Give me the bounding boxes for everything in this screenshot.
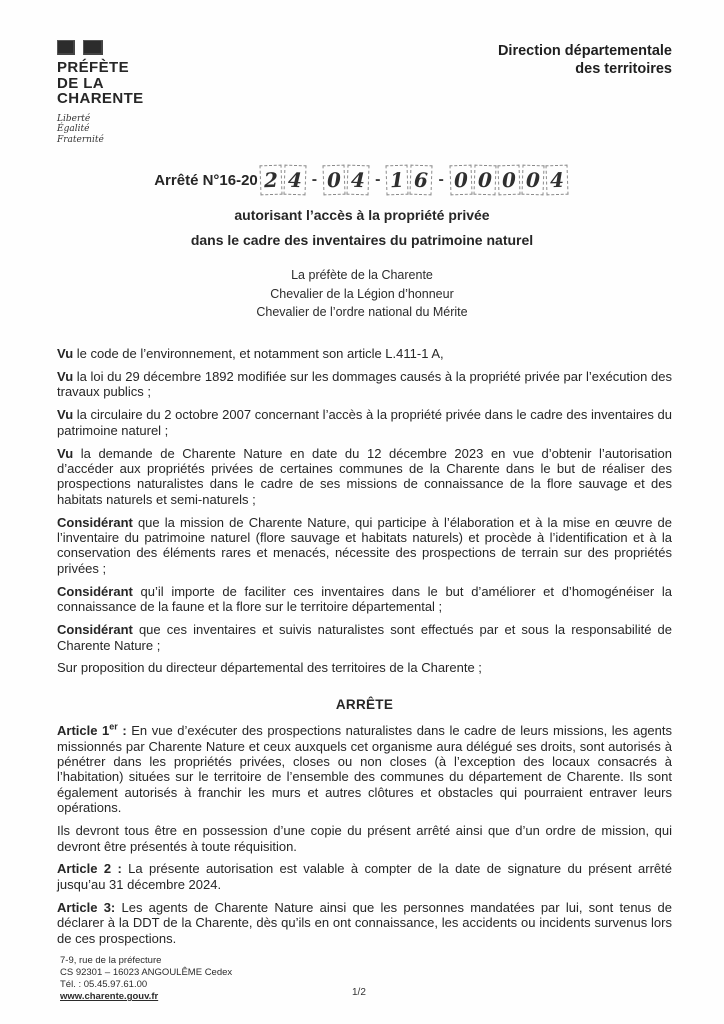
handwritten-digit-group xyxy=(450,165,568,195)
handwritten-digit-group xyxy=(323,165,369,195)
prefecture-header xyxy=(57,40,144,145)
article-lead: Article 3: xyxy=(57,899,116,915)
handwritten-digit-group xyxy=(260,165,306,195)
article-paragraph xyxy=(57,900,672,946)
recital-paragraph xyxy=(57,369,672,400)
handwritten-digit: 0 xyxy=(497,165,520,196)
recital-lead: Considérant xyxy=(57,514,133,530)
arrete-heading: ARRÊTE xyxy=(335,696,394,712)
recital-text: le code de l’environnement, et notamment son article L.411-1 A, xyxy=(73,346,444,361)
handwritten-digit: 4 xyxy=(545,165,568,196)
recital-lead: Vu xyxy=(57,445,74,461)
article-paragraph xyxy=(57,861,672,892)
recital-paragraph xyxy=(57,660,672,675)
recital-text: la circulaire du 2 octobre 2007 concernant l’accès à la propriété privée dans le cadre des inventaires du patrimoine naturel ; xyxy=(57,407,672,438)
signing-authority-block xyxy=(0,266,724,322)
recital-paragraph xyxy=(57,584,672,615)
prefecture-name-line: CHARENTE xyxy=(57,90,144,107)
prefecture-name-line: PRÉFÈTE xyxy=(57,59,129,76)
direction-line: Direction départementale xyxy=(497,43,672,59)
article-ordinal-sup: er xyxy=(109,721,118,732)
motto-line: Liberté xyxy=(57,113,91,124)
handwritten-digit: 0 xyxy=(521,165,544,196)
handwritten-digit-group xyxy=(386,165,432,195)
footer-address-line: CS 92301 – 16023 ANGOULÊME Cedex xyxy=(60,967,233,978)
recital-paragraph xyxy=(57,515,672,577)
recital-text: qu’il importe de faciliter ces inventaires dans le but d’améliorer et d’homogénéiser la connaissance de la faune et la flore sur le territoire départemental ; xyxy=(57,583,672,615)
recital-paragraph xyxy=(57,446,672,508)
direction-header xyxy=(498,42,672,78)
recital-paragraph xyxy=(57,407,672,438)
recital-text: que ces inventaires et suivis naturalistes sont effectués par et sous la responsabilité de Charente Nature ; xyxy=(57,622,672,653)
article-lead: Article 2 : xyxy=(57,861,122,877)
recital-lead: Vu xyxy=(57,346,74,361)
article-lead: Article 1 xyxy=(57,723,110,739)
recital-lead: Vu xyxy=(57,407,74,423)
republique-francaise-logo-icon xyxy=(57,40,144,55)
authority-line: Chevalier de la Légion d’honneur xyxy=(270,286,454,301)
recital-paragraph xyxy=(57,622,672,653)
document-title xyxy=(0,165,724,248)
prefecture-address-footer xyxy=(60,955,232,1003)
handwritten-digit: 4 xyxy=(283,165,306,196)
handwritten-digit: 0 xyxy=(449,165,472,196)
article-text: En vue d’exécuter des prospections naturalistes dans le cadre de leurs missions, les agents missionnés par Charente Nature et ceux auxquels cet organisme aura délégué ses droits, sont autorisés à pénétrer dans les propriétés privées, closes ou non closes (à l’exception des locaux consacrés à l’habitation) situées sur le territoire de l’ensemble des communes du département de Charente. Ils sont également autorisés à franchir les murs et autres clôtures et obstacles qui pourraient entraver leurs opérations. xyxy=(57,723,672,816)
logo-square-icon xyxy=(83,40,103,55)
handwritten-digit: 4 xyxy=(347,165,370,196)
prefecture-name-line: DE LA xyxy=(57,74,104,92)
article-separator: : xyxy=(117,723,132,739)
recital-lead: Considérant xyxy=(57,583,133,599)
article-paragraph xyxy=(57,723,672,815)
digit-separator: - xyxy=(375,171,381,188)
logo-square-icon xyxy=(57,40,75,55)
digit-separator: - xyxy=(438,171,444,188)
digit-separator: - xyxy=(311,171,318,188)
authority-line: Chevalier de l’ordre national du Mérite xyxy=(256,305,468,319)
direction-line: des territoires xyxy=(575,61,672,77)
handwritten-digit: 0 xyxy=(473,165,496,196)
handwritten-digit: 0 xyxy=(323,165,346,196)
motto-line: Fraternité xyxy=(57,134,104,145)
recital-text: la demande de Charente Nature en date du 12 décembre 2023 en vue d’obtenir l’autorisation d’accéder aux propriétés privées de certaines communes de la Charente dans le but de réaliser des prospections naturalistes dans le cadre de ses missions de connaissance de la flore sauvage et des habitats naturels et semi-naturels ; xyxy=(57,445,672,507)
recital-lead: Vu xyxy=(57,368,74,384)
handwritten-digit: 6 xyxy=(410,165,433,196)
document-body xyxy=(57,346,672,954)
recital-lead: Considérant xyxy=(57,622,133,638)
recital-text: Sur proposition du directeur départemental des territoires de la Charente ; xyxy=(57,660,482,676)
arrete-number-line xyxy=(0,165,724,195)
arrete-number-prefix: Arrêté N°16-20 xyxy=(154,171,258,189)
article-text: Ils devront tous être en possession d’une copie du présent arrêté ainsi que d’un ordre de mission, qui devront être présentés à toute réquisition. xyxy=(57,823,672,854)
handwritten-digit: 1 xyxy=(386,165,409,196)
recital-text: que la mission de Charente Nature, qui participe à l’élaboration et à la mise en œuvre de l’inventaire du patrimoine naturel (flore sauvage et habitats naturels) et procède à l’identification et à la conservation des éléments rares et menacés, nécessite des prospections de terrain sur des propriétés privées ; xyxy=(57,514,672,576)
article-text: Les agents de Charente Nature ainsi que les personnes mandatées par lui, sont tenus de déclarer à la DDT de la Charente, dès qu’ils en ont connaissance, les accidents ou incidents survenus lors de ces prospections. xyxy=(57,899,672,946)
motto-line: Égalité xyxy=(57,124,90,134)
title-subline: autorisant l’accès à la propriété privée xyxy=(234,207,490,223)
recital-text: la loi du 29 décembre 1892 modifiée sur les dommages causés à la propriété privée par l’exécution des travaux publics ; xyxy=(57,368,672,400)
recital-paragraph xyxy=(57,346,672,361)
article-paragraph xyxy=(57,823,672,854)
authority-line: La préfète de la Charente xyxy=(291,268,433,282)
page-number: 1/2 xyxy=(352,987,366,998)
footer-address-line: 7-9, rue de la préfecture xyxy=(60,955,162,966)
handwritten-digit: 2 xyxy=(259,165,282,196)
title-subline: dans le cadre des inventaires du patrimoine naturel xyxy=(190,232,534,248)
national-motto xyxy=(57,114,144,146)
article-text: La présente autorisation est valable à compter de la date de signature du présent arrêté jusqu’au 31 décembre 2024. xyxy=(57,861,673,892)
prefecture-website-link: www.charente.gouv.fr xyxy=(60,991,159,1002)
footer-phone-line: Tél. : 05.45.97.61.00 xyxy=(60,979,148,990)
